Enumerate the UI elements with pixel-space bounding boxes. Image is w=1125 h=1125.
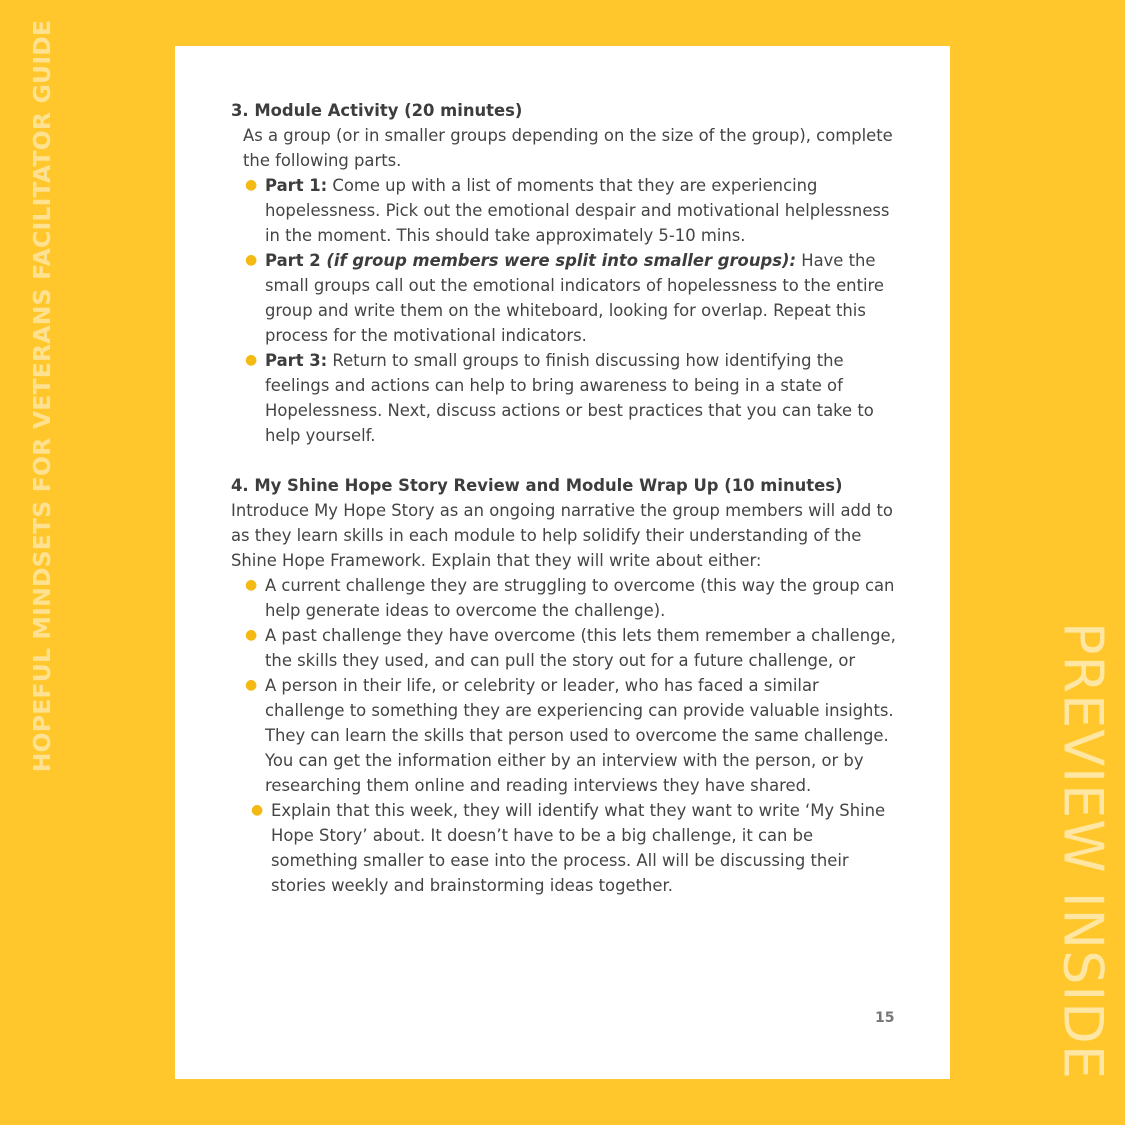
page-content (231, 98, 896, 898)
bullet-icon: ● (245, 177, 258, 193)
list-item: ● Part 2 (if group members were split into smaller groups): Have the small groups call out the emotional indicators of hopelessness to the entire group and write them on the whiteboard, looking for overlap. Repeat this process for the motivational indicators. (265, 248, 896, 348)
bullet-icon: ● (245, 577, 258, 593)
list-item: ● Part 3: Return to small groups to finish discussing how identifying the feelings and actions can help to bring awareness to being in a state of Hopelessness. Next, discuss actions or best practices that you can take to help yourself. (265, 348, 896, 448)
bullet-icon: ● (245, 677, 258, 693)
bullet-icon: ● (251, 802, 264, 818)
document-page (175, 46, 950, 1079)
section-4-final-list (231, 798, 896, 898)
list-item: ● A person in their life, or celebrity or leader, who has faced a similar challenge to something they are experiencing can provide valuable insights. They can learn the skills that person used to overcome the same challenge. You can get the information either by an interview with the person, or by researching them online and reading interviews they have shared. (265, 673, 896, 798)
list-item: ● Explain that this week, they will identify what they want to write ‘My Shine Hope Story’ about. It doesn’t have to be a big challenge, it can be something smaller to ease into the process. All will be discussing their stories weekly and brainstorming ideas together. (271, 798, 896, 898)
bullet-icon: ● (245, 627, 258, 643)
side-title-text: HOPEFUL MINDSETS FOR VETERANS FACILITATOR GUIDE (28, 19, 56, 773)
list-item: ● A past challenge they have overcome (this lets them remember a challenge, the skills they used, and can pull the story out for a future challenge, or (265, 623, 896, 673)
section-4-list (231, 573, 896, 798)
section-3-list (231, 173, 896, 448)
bullet-icon: ● (245, 352, 258, 368)
list-item: ● Part 1: Come up with a list of moments that they are experiencing hopelessness. Pick out the emotional despair and motivational helplessness in the moment. This should take approximately 5-10 mins. (265, 173, 896, 248)
page-number: 15 (875, 1010, 895, 1026)
section-3-heading: 3. Module Activity (20 minutes) (231, 101, 523, 120)
section-4-heading: 4. My Shine Hope Story Review and Module Wrap Up (10 minutes) (231, 476, 843, 495)
section-4-intro: Introduce My Hope Story as an ongoing narrative the group members will add to as they learn skills in each module to help solidify their understanding of the Shine Hope Framework. Explain that they will write about either: (231, 501, 893, 570)
preview-label-text: PREVIEW INSIDE (1051, 622, 1115, 1080)
section-3-intro: As a group (or in smaller groups depending on the size of the group), complete the following parts. (243, 126, 893, 170)
bullet-icon: ● (245, 252, 258, 268)
list-item: ● A current challenge they are struggling to overcome (this way the group can help generate ideas to overcome the challenge). (265, 573, 896, 623)
